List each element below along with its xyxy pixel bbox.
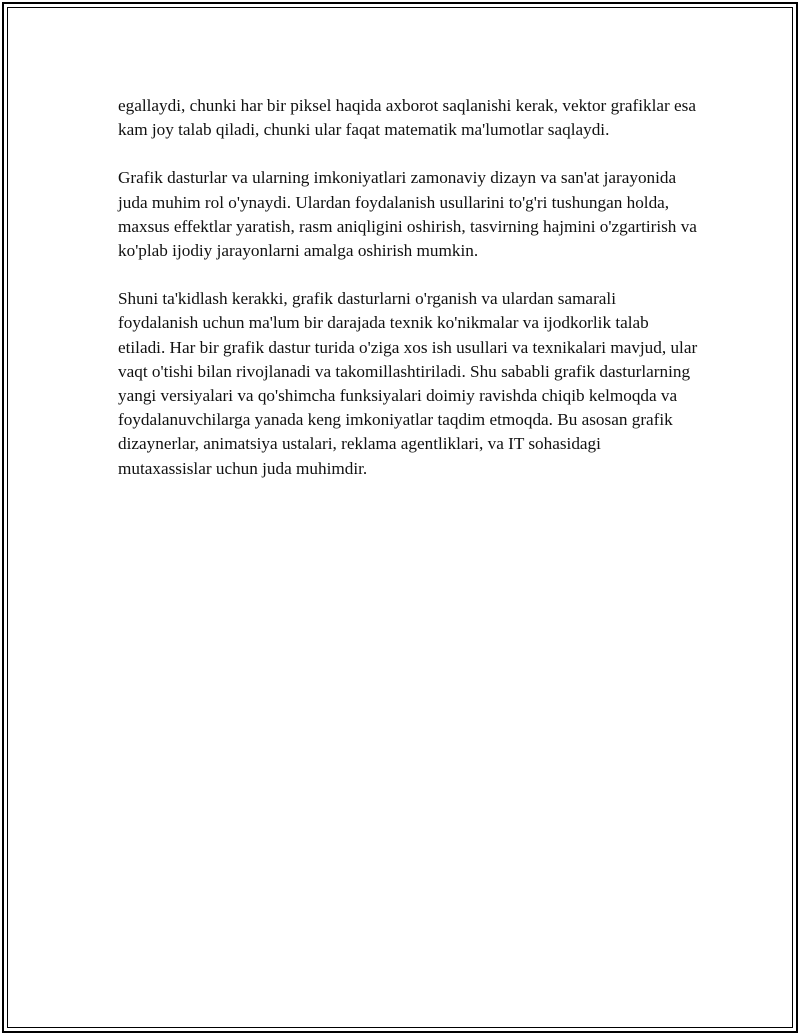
paragraph-2: Grafik dasturlar va ularning imkoniyatlari zamonaviy dizayn va san'at jarayonida juda muhim rol o'ynaydi. Ulardan foydalanish usullarini to'g'ri tushungan holda, maxsus effektlar yaratish, rasm aniqligini oshirish, tasvirning hajmini o'zgartirish va ko'plab ijodiy jarayonlarni amalga oshirish mumkin. — [118, 168, 697, 261]
paragraph-3: Shuni ta'kidlash kerakki, grafik dasturlarni o'rganish va ulardan samarali foydalanish uchun ma'lum bir darajada texnik ko'nikmalar va ijodkorlik talab etiladi. Har bir grafik dastur turida o'ziga xos ish usullari va texnikalari mavjud, ular vaqt o'tishi bilan rivojlanadi va takomillashtiriladi. Shu sababli grafik dasturlarning yangi versiyalari va qo'shimcha funksiyalari doimiy ravishda chiqib kelmoqda va foydalanuvchilarga yanada keng imkoniyatlar taqdim etmoqda. Bu asosan grafik dizaynerlar, animatsiya ustalari, reklama agentliklari, va IT sohasidagi mutaxassislar uchun juda muhimdir. — [118, 289, 698, 478]
document-body — [118, 94, 698, 505]
paragraph-1: egallaydi, chunki har bir piksel haqida axborot saqlanishi kerak, vektor grafiklar esa kam joy talab qiladi, chunki ular faqat matematik ma'lumotlar saqlaydi. — [118, 96, 696, 140]
